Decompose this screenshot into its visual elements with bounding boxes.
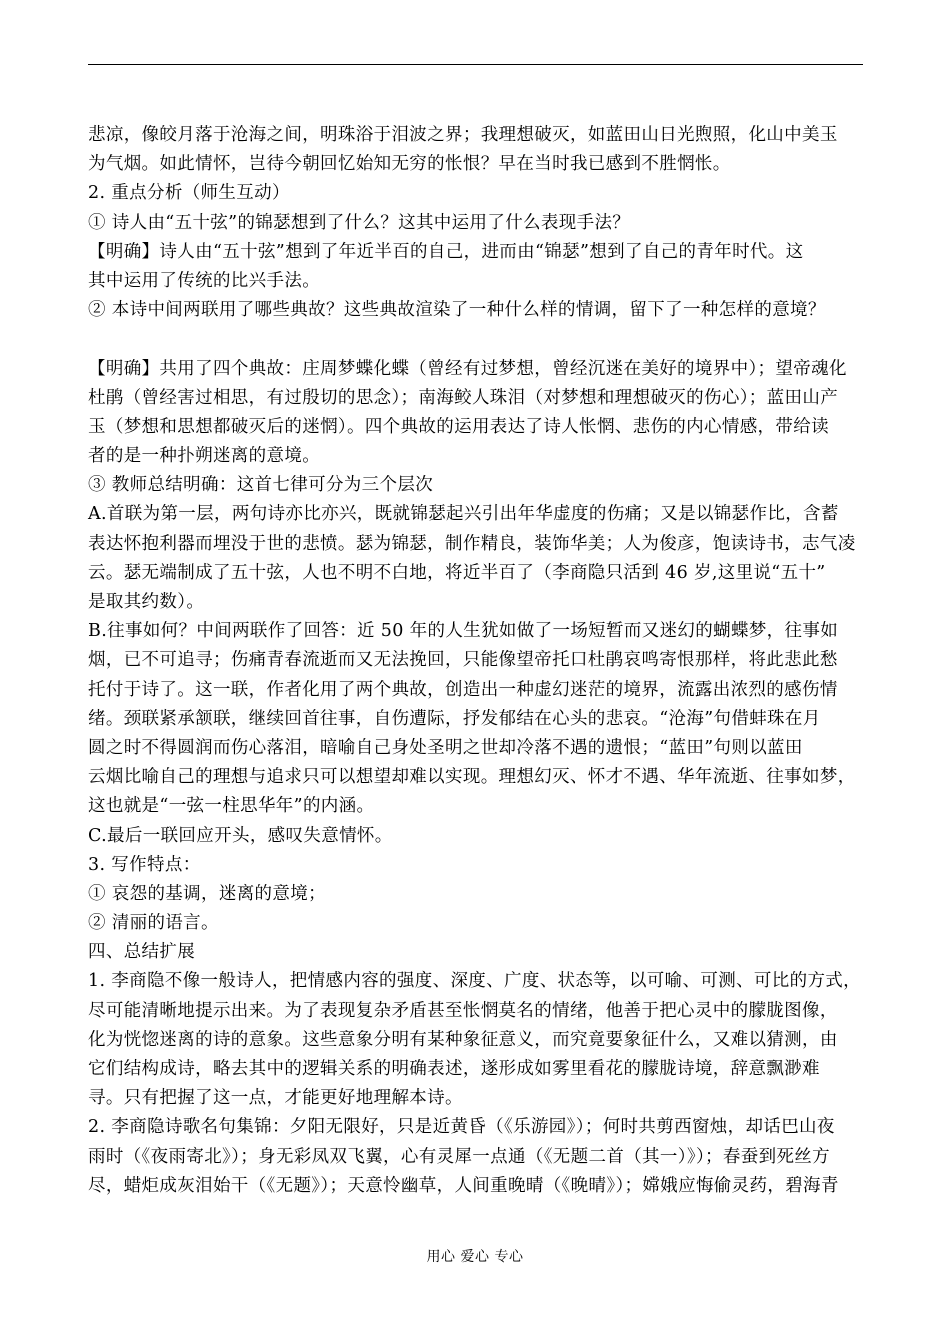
text-line: 是取其约数）。 [88, 592, 205, 612]
list-item: ① 哀怨的基调，迷离的意境； [88, 883, 326, 904]
text-line: 它们结构成诗，略去其中的逻辑关系的明确表述，遂形成如雾里看花的朦胧诗境，辞意飘渺难 [88, 1059, 820, 1079]
page-footer: 用心 爱心 专心 [426, 1249, 524, 1265]
text-line: 尽，蜡炬成灰泪始干（《无题》）；天意怜幽草，人间重晚晴（《晚晴》）；嫦娥应悔偷灵药，碧海青 [88, 1175, 839, 1196]
text-line: 为气烟。如此情怀，岂待今朝回忆始知无穷的怅恨？早在当时我已感到不胜惘怅。 [88, 154, 731, 175]
answer-line: 者的是一种扑朔迷离的意境。 [88, 446, 321, 467]
blank-line [88, 325, 880, 354]
answer-line: 其中运用了传统的比兴手法。 [88, 270, 321, 291]
answer-line: 玉（梦想和思想都破灭后的迷惘）。四个典故的运用表达了诗人怅惘、悲伤的内心情感，带给读 [88, 416, 829, 437]
text-line: 雨时（《夜雨寄北》）；身无彩凤双飞翼，心有灵犀一点通（《无题二首（其一）》）；春蚕到死丝方 [88, 1146, 830, 1167]
question-line: ① 诗人由“五十弦”的锦瑟想到了什么？这其中运用了什么表现手法？ [88, 212, 631, 233]
text-line: 圆之时不得圆润而伤心落泪，暗喻自己身处圣明之世却冷落不遇的遗恨；“蓝田”句则以蓝田 [88, 737, 803, 758]
list-item: ② 清丽的语言。 [88, 913, 219, 934]
text-line: 这也就是“一弦一柱思华年”的内涵。 [88, 796, 375, 817]
text-line: 绪。颈联紧承颔联，继续回首往事，自伤遭际，抒发郁结在心头的悲哀。“沧海”句借蚌珠在月 [88, 708, 821, 729]
text-line: 云。瑟无端制成了五十弦，人也不明不白地，将近半百了（李商隐只活到 46 岁,这里说“五十” [88, 562, 826, 583]
document-body [88, 121, 880, 1201]
text-line: A.首联为第一层，两句诗亦比亦兴，既就锦瑟起兴引出年华虚度的伤痛；又是以锦瑟作比，含蓄 [88, 504, 839, 525]
text-line: 云烟比喻自己的理想与追求只可以想望却难以实现。理想幻灭、怀才不遇、华年流逝、往事如梦， [88, 767, 856, 788]
text-line: 悲凉，像皎月落于沧海之间，明珠浴于泪波之界；我理想破灭，如蓝田山日光煦照，化山中美玉 [88, 125, 838, 145]
text-line: 托付于诗了。这一联，作者化用了两个典故，创造出一种虚幻迷茫的境界，流露出浓烈的感伤情 [88, 679, 838, 700]
section-heading: 2. 重点分析（师生互动） [88, 183, 290, 204]
answer-line: 杜鹃（曾经害过相思，有过殷切的思念）；南海鲛人珠泪（对梦想和理想破灭的伤心）；蓝田山产 [88, 387, 839, 408]
answer-line: 【明确】共用了四个典故：庄周梦蝶化蝶（曾经有过梦想，曾经沉迷在美好的境界中）；望帝魂化 [88, 358, 847, 379]
header-rule [88, 64, 863, 65]
text-line: 2. 李商隐诗歌名句集锦：夕阳无限好，只是近黄昏（《乐游园》）；何时共剪西窗烛，却话巴山夜 [88, 1117, 835, 1138]
text-line: 烟，已不可追寻；伤痛青春流逝而又无法挽回，只能像望帝托口杜鹃哀鸣寄恨那样，将此悲此愁 [88, 650, 838, 671]
text-line: 化为恍惚迷离的诗的意象。这些意象分明有某种象征意义，而究竟要象征什么，又难以猜测，由 [88, 1029, 838, 1050]
section-heading: 3. 写作特点： [88, 854, 201, 875]
text-line: C.最后一联回应开头，感叹失意情怀。 [88, 825, 393, 846]
summary-line: ③ 教师总结明确：这首七律可分为三个层次 [88, 475, 434, 496]
text-line: B.往事如何？中间两联作了回答：近 50 年的人生犹如做了一场短暂而又迷幻的蝴蝶梦，往事如 [88, 621, 839, 642]
text-line: 1. 李商隐不像一般诗人，把情感内容的强度、深度、广度、状态等，以可喻、可测、可比的方式， [88, 971, 862, 992]
text-line: 表达怀抱利器而埋没于世的悲愤。瑟为锦瑟，制作精良，装饰华美；人为俊彦，饱读诗书，志气凌 [88, 533, 856, 554]
section-heading: 四、总结扩展 [88, 942, 196, 963]
text-line: 尽可能清晰地提示出来。为了表现复杂矛盾甚至怅惘莫名的情绪，他善于把心灵中的朦胧图像， [88, 1000, 838, 1021]
answer-line: 【明确】诗人由“五十弦”想到了年近半百的自己，进而由“锦瑟”想到了自己的青年时代。这 [88, 241, 804, 262]
question-line: ② 本诗中间两联用了哪些典故？这些典故渲染了一种什么样的情调，留下了一种怎样的意境？ [88, 300, 826, 321]
text-line: 寻。只有把握了这一点，才能更好地理解本诗。 [88, 1088, 463, 1109]
